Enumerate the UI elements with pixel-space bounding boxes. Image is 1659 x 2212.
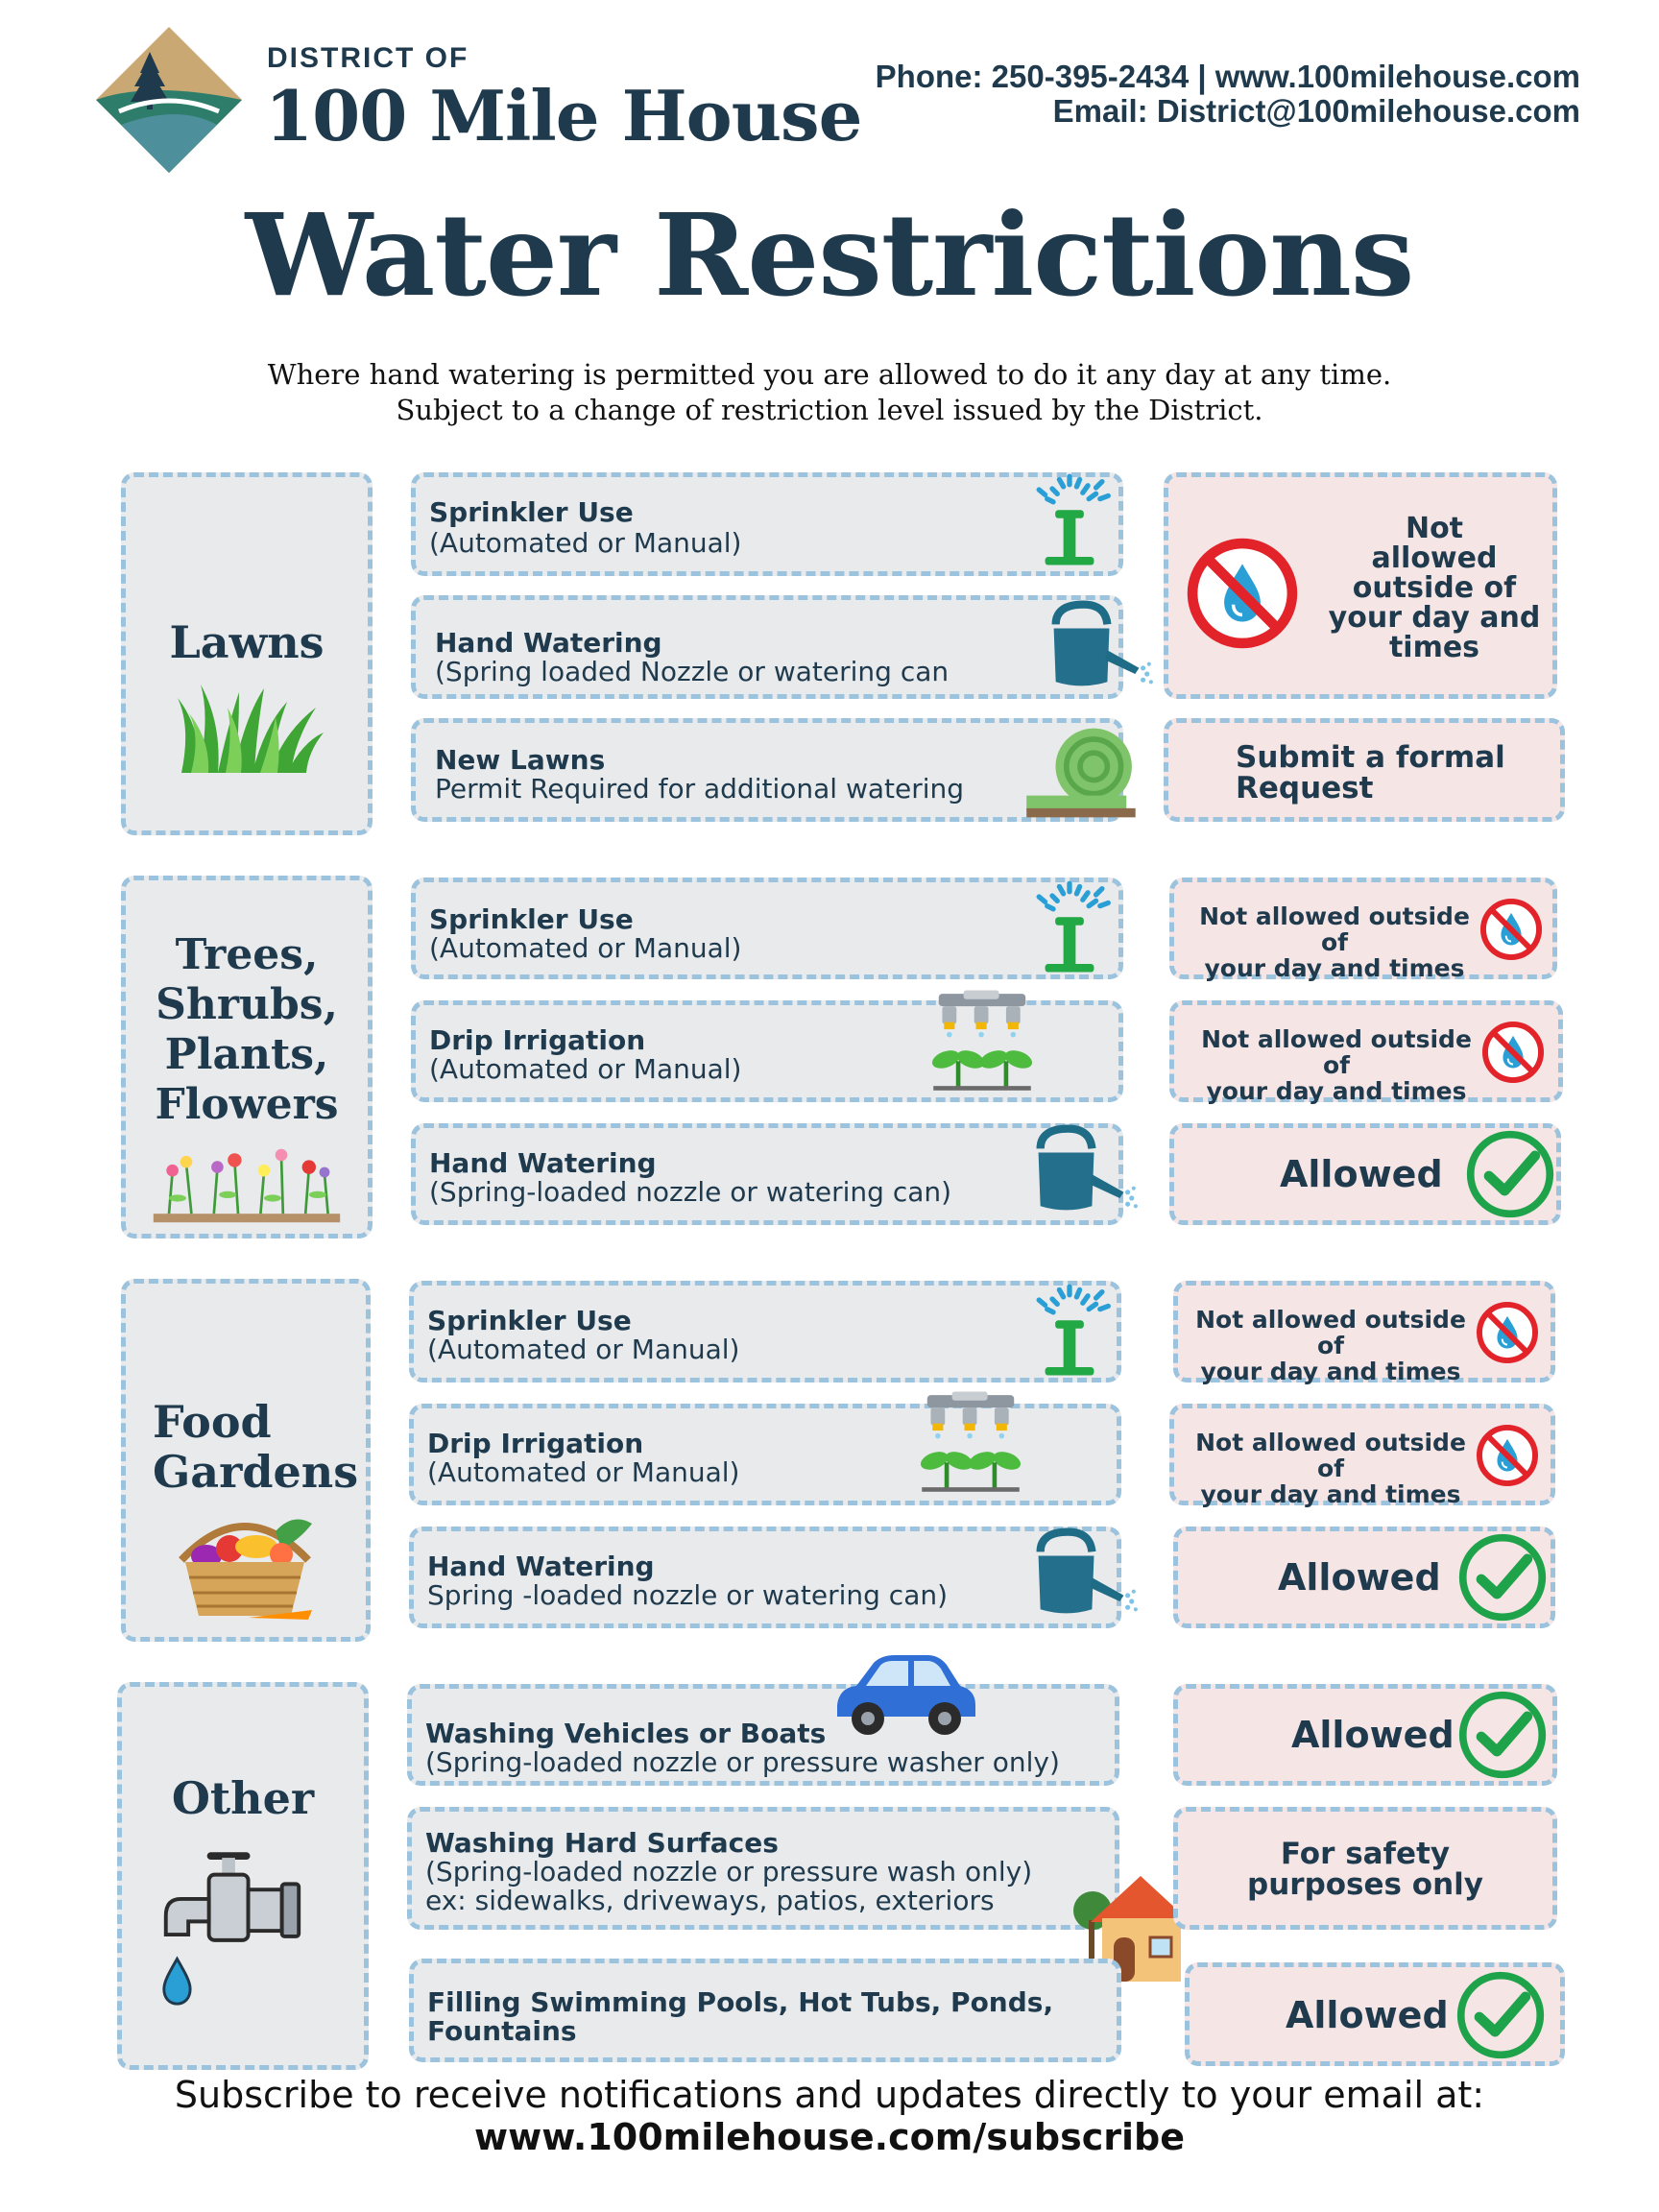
page-title: Water Restrictions — [245, 188, 1414, 322]
action-subtitle: (Spring loaded Nozzle or watering can — [435, 656, 950, 687]
action-title: New Lawns — [435, 744, 606, 776]
sprinkler-icon — [1019, 471, 1120, 573]
contact-info — [876, 60, 1580, 129]
subscribe-link[interactable]: www.100milehouse.com/subscribe — [474, 2116, 1185, 2158]
result-text: For safety purposes only — [1247, 1837, 1483, 1902]
drip-irrigation-icon — [913, 1385, 1028, 1501]
action-title: Hand Watering — [435, 627, 662, 659]
category-label: Trees, Shrubs, Plants, Flowers — [155, 930, 339, 1129]
category-label: Other — [171, 1772, 315, 1824]
car-icon — [828, 1647, 981, 1743]
intro-text — [0, 357, 1659, 428]
action-title: Hand Watering — [427, 1551, 655, 1582]
action-filling-pools — [409, 1959, 1121, 2062]
contact-phone-website: Phone: 250-395-2434 | www.100milehouse.com — [875, 59, 1580, 94]
action-title: Hand Watering — [429, 1147, 657, 1179]
action-subtitle: (Automated or Manual) — [429, 932, 742, 964]
action-subtitle: (Spring-loaded nozzle or pressure washer only) — [425, 1746, 1060, 1778]
action-lawns-new-lawns — [411, 718, 1123, 822]
check-icon — [1456, 1531, 1549, 1623]
action-subtitle: Permit Required for additional watering — [435, 773, 965, 805]
action-subtitle: (Automated or Manual) — [427, 1334, 740, 1365]
action-subtitle: (Automated or Manual) — [429, 527, 742, 559]
action-lawns-sprinkler — [411, 472, 1123, 576]
action-subtitle: (Automated or Manual) — [427, 1456, 740, 1488]
no-water-icon — [1481, 1021, 1545, 1084]
action-lawns-hand-watering — [411, 595, 1123, 699]
district-logo — [92, 23, 246, 173]
result-hard-surfaces — [1173, 1807, 1557, 1930]
vegetable-basket-icon — [168, 1503, 322, 1627]
no-water-icon — [1479, 898, 1543, 961]
action-subtitle: (Spring-loaded nozzle or watering can) — [429, 1176, 952, 1208]
result-food-sprinkler — [1173, 1281, 1555, 1385]
flowers-icon — [151, 1138, 343, 1224]
check-icon — [1455, 1969, 1547, 2061]
category-other — [117, 1682, 369, 2070]
result-food-hand — [1173, 1527, 1555, 1628]
category-food-gardens — [121, 1279, 371, 1642]
result-lawns-submit-request — [1164, 718, 1565, 822]
action-title: Sprinkler Use — [429, 903, 634, 935]
no-water-icon — [1186, 537, 1299, 650]
action-title: Sprinkler Use — [427, 1305, 632, 1336]
category-label: Lawns — [169, 616, 325, 668]
category-trees-shrubs — [121, 876, 373, 1238]
action-subtitle-examples: ex: sidewalks, driveways, patios, exteriors — [425, 1885, 995, 1916]
action-food-drip — [409, 1404, 1121, 1505]
intro-line-2: Subject to a change of restriction level issued by the District. — [396, 394, 1263, 426]
no-water-icon — [1476, 1301, 1539, 1364]
no-water-icon — [1476, 1424, 1539, 1487]
result-text: Not allowed outside of your day and times — [1201, 1025, 1472, 1105]
result-text: Not allowed outside of your day and times — [1199, 902, 1470, 982]
watering-can-icon — [1021, 1522, 1140, 1622]
district-prefix: DISTRICT OF — [267, 42, 469, 74]
result-food-drip — [1169, 1404, 1555, 1508]
subscribe-text: Subscribe to receive notifications and updates directly to your email at: — [174, 2074, 1485, 2116]
action-trees-hand-watering — [411, 1123, 1123, 1225]
result-trees-hand — [1169, 1123, 1561, 1225]
action-subtitle: (Spring-loaded nozzle or pressure wash only) — [425, 1856, 1033, 1887]
action-trees-sprinkler — [411, 878, 1123, 979]
result-text: Not allowed outside of your day and times — [1195, 1306, 1466, 1385]
result-text: Not allowed outside of your day and times — [1195, 1429, 1466, 1508]
drip-irrigation-icon — [925, 984, 1040, 1099]
action-washing-vehicles — [407, 1684, 1119, 1786]
result-text: Allowed — [1280, 1153, 1443, 1195]
sprinkler-icon — [1019, 1282, 1120, 1383]
action-title: Sprinkler Use — [429, 496, 634, 528]
check-icon — [1456, 1689, 1549, 1781]
category-label: Food Gardens — [153, 1396, 359, 1498]
action-food-hand-watering — [409, 1527, 1121, 1628]
action-title: Washing Hard Surfaces — [425, 1827, 779, 1859]
sprinkler-icon — [1019, 878, 1120, 980]
result-lawns-not-allowed — [1164, 472, 1557, 699]
category-lawns — [121, 472, 373, 835]
result-washing-vehicles — [1173, 1684, 1557, 1786]
action-title: Drip Irrigation — [427, 1428, 644, 1459]
intro-line-1: Where hand watering is permitted you are allowed to do it any day at any time. — [267, 358, 1392, 391]
town-name: 100 Mile House — [265, 75, 862, 156]
result-trees-drip — [1169, 1000, 1563, 1105]
check-icon — [1464, 1128, 1556, 1220]
action-title: Drip Irrigation — [429, 1024, 646, 1056]
action-food-sprinkler — [409, 1281, 1121, 1382]
action-subtitle: (Automated or Manual) — [429, 1053, 742, 1085]
grass-icon — [160, 679, 337, 775]
result-text: Submit a formal Request — [1236, 740, 1505, 805]
watering-can-icon — [1036, 594, 1155, 694]
result-text: Allowed — [1286, 1994, 1449, 2036]
action-washing-hard-surfaces — [407, 1807, 1119, 1930]
action-title: Washing Vehicles or Boats — [425, 1718, 827, 1749]
result-filling-pools — [1185, 1962, 1565, 2066]
action-trees-drip — [411, 1000, 1123, 1102]
result-text: Allowed — [1291, 1714, 1455, 1756]
result-text: Not allowed outside of your day and times — [1328, 512, 1541, 664]
action-title-line-2: Fountains — [427, 2015, 577, 2047]
result-trees-sprinkler — [1169, 878, 1557, 982]
action-title: Filling Swimming Pools, Hot Tubs, Ponds, — [427, 1986, 1054, 2018]
faucet-icon — [156, 1846, 306, 2025]
sod-roll-icon — [1021, 723, 1140, 823]
action-subtitle: Spring -loaded nozzle or watering can) — [427, 1579, 949, 1611]
result-text: Allowed — [1278, 1556, 1441, 1599]
contact-email: Email: District@100milehouse.com — [1052, 93, 1580, 129]
watering-can-icon — [1021, 1118, 1140, 1218]
